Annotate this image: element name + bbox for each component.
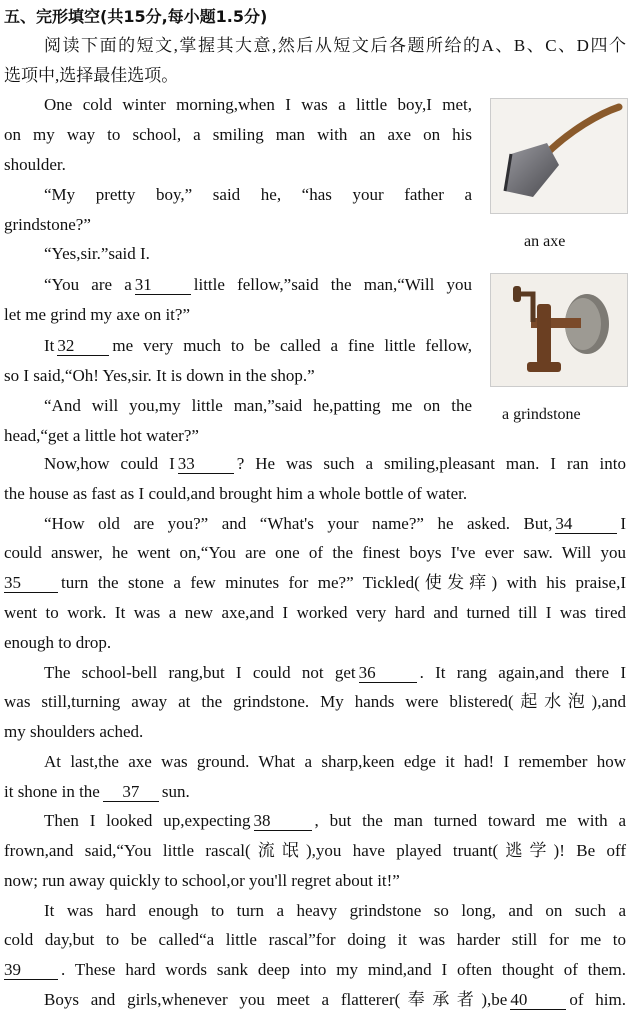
passage-line: Boys and girls,whenever you meet a flatterer(奉承者),be 40 of him.: [44, 990, 626, 1009]
grindstone-caption: a grindstone: [502, 406, 581, 423]
passage-line: went to work. It was a new axe,and I worked very hard and turned till I was tired: [4, 603, 626, 622]
passage-line: now; run away quickly to school,or you'll regret about it!”: [4, 871, 400, 890]
passage-line: Now,how could I 33 ? He was such a smiling,pleasant man. I ran into: [44, 454, 626, 473]
passage-line: The school-bell rang,but I could not get 36 . It rang again,and there I: [44, 663, 626, 682]
instructions-line-1: 阅读下面的短文,掌握其大意,然后从短文后各题所给的A、B、C、D四个: [44, 36, 626, 55]
passage-line: frown,and said,“You little rascal(流氓),you have played truant(逃学)! Be off: [4, 841, 626, 860]
passage-line: enough to drop.: [4, 633, 112, 652]
passage-line: “Yes,sir.”said I.: [44, 244, 150, 263]
blank-32[interactable]: 32: [57, 337, 109, 356]
passage-line: my shoulders ached.: [4, 722, 144, 741]
axe-caption: an axe: [524, 233, 566, 250]
blank-35[interactable]: 35: [4, 574, 58, 593]
axe-image: [490, 98, 628, 214]
passage-line: “How old are you?” and “What's your name?” he asked. But, 34 I: [44, 514, 626, 533]
blank-37[interactable]: 37: [103, 783, 159, 802]
blank-39[interactable]: 39: [4, 961, 58, 980]
passage-line: let me grind my axe on it?”: [4, 305, 190, 324]
passage-line: It was hard enough to turn a heavy grindstone so long, and on such a: [44, 901, 626, 920]
passage-line: shoulder.: [4, 155, 66, 174]
passage-line: One cold winter morning,when I was a little boy,I met,: [44, 95, 472, 114]
passage-line: Then I looked up,expecting 38 , but the man turned toward me with a: [44, 811, 626, 830]
passage-line: on my way to school, a smiling man with an axe on his: [4, 125, 472, 144]
blank-36[interactable]: 36: [359, 664, 417, 683]
passage-line: head,“get a little hot water?”: [4, 426, 199, 445]
blank-40[interactable]: 40: [510, 991, 566, 1010]
passage-line: grindstone?”: [4, 215, 91, 234]
passage-line: so I said,“Oh! Yes,sir. It is down in the shop.”: [4, 366, 315, 385]
passage-line: 35 turn the stone a few minutes for me?” Tickled(使发痒) with his praise,I: [4, 573, 626, 592]
passage-line: the house as fast as I could,and brought him a whole bottle of water.: [4, 484, 468, 503]
blank-38[interactable]: 38: [254, 812, 312, 831]
blank-33[interactable]: 33: [178, 455, 234, 474]
passage-line: “My pretty boy,” said he, “has your father a: [44, 185, 472, 204]
instructions-line-2: 选项中,选择最佳选项。: [4, 66, 179, 85]
passage-line: could answer, he went on,“You are one of the finest boys I've ever saw. Will you: [4, 543, 626, 562]
passage-line: cold day,but to be called“a little rascal”for doing it was harder still for me to: [4, 930, 626, 949]
grindstone-image: [490, 273, 628, 387]
passage-line: It 32 me very much to be called a fine little fellow,: [44, 336, 472, 355]
passage-line: it shone in the 37 sun.: [4, 782, 190, 801]
blank-31[interactable]: 31: [135, 276, 191, 295]
passage-line: was still,turning away at the grindstone. My hands were blistered(起水泡),and: [4, 692, 626, 711]
passage-line: “You are a 31 little fellow,”said the man,“Will you: [44, 275, 472, 294]
passage-line: “And will you,my little man,”said he,patting me on the: [44, 396, 472, 415]
section-title: 五、完形填空(共15分,每小题1.5分): [4, 7, 268, 26]
blank-34[interactable]: 34: [555, 515, 617, 534]
passage-line: At last,the axe was ground. What a sharp,keen edge it had! I remember how: [44, 752, 626, 771]
passage-line: 39 . These hard words sank deep into my mind,and I often thought of them.: [4, 960, 626, 979]
